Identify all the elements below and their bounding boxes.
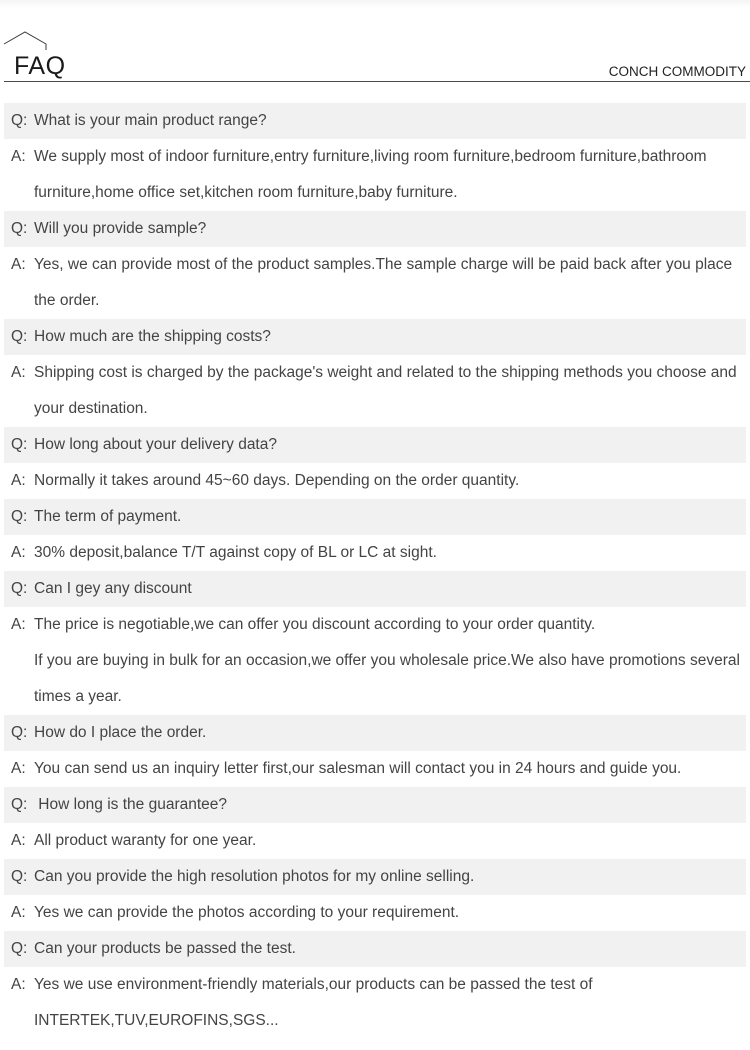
answer-text: Yes, we can provide most of the product samples.The sample charge will be paid back after you place the order. [34,256,733,309]
question-text: Can you provide the high resolution photos for my online selling. [34,868,475,885]
answer-row [4,967,746,1039]
answer-row [4,751,746,787]
question-text: How do I place the order. [34,724,207,741]
question-row [4,859,746,895]
answer-row [4,823,746,859]
question-prefix: Q: [11,940,28,957]
question-row [4,319,746,355]
question-text: What is your main product range? [34,112,267,129]
answer-prefix: A: [11,256,26,273]
answer-text: 30% deposit,balance T/T against copy of BL or LC at sight. [34,544,437,561]
question-text: Will you provide sample? [34,220,207,237]
question-prefix: Q: [11,328,28,345]
answer-row [4,139,746,211]
question-text: How much are the shipping costs? [34,328,271,345]
header [0,0,750,84]
question-text: Can your products be passed the test. [34,940,296,957]
question-text: How long is the guarantee? [34,796,228,813]
answer-text: If you are buying in bulk for an occasion,we offer you wholesale price.We also have promotions several times a year. [34,652,740,705]
answer-row [4,895,746,931]
question-text: Can I gey any discount [34,580,192,597]
question-prefix: Q: [11,868,28,885]
answer-prefix: A: [11,832,26,849]
answer-prefix: A: [11,472,26,489]
answer-text: All product waranty for one year. [34,832,257,849]
question-text: The term of payment. [34,508,182,525]
header-divider [4,81,750,82]
answer-row [4,535,746,571]
question-prefix: Q: [11,436,28,453]
question-row [4,715,746,751]
answer-prefix: A: [11,544,26,561]
answer-text: The price is negotiable,we can offer you discount according to your order quantity. [34,616,596,633]
question-prefix: Q: [11,508,28,525]
question-prefix: Q: [11,220,28,237]
roof-outline-icon [3,30,49,52]
answer-text: Yes we use environment-friendly materials,our products can be passed the test of INTERTEK,TUV,EUROFINS,SGS... [34,976,593,1029]
faq-list [4,103,746,1039]
question-row [4,427,746,463]
question-row [4,103,746,139]
question-row [4,931,746,967]
answer-prefix: A: [11,616,26,633]
answer-text: Shipping cost is charged by the package's weight and related to the shipping methods you choose and your destination. [34,364,737,417]
question-prefix: Q: [11,796,28,813]
answer-prefix: A: [11,148,26,165]
question-prefix: Q: [11,112,28,129]
page-title: FAQ [14,52,66,80]
question-row [4,499,746,535]
answer-text: We supply most of indoor furniture,entry furniture,living room furniture,bedroom furniture,bathroom furniture,home office set,kitchen room furniture,baby furniture. [34,148,707,201]
question-prefix: Q: [11,724,28,741]
question-row [4,787,746,823]
question-text: How long about your delivery data? [34,436,277,453]
answer-prefix: A: [11,364,26,381]
answer-text: Yes we can provide the photos according to your requirement. [34,904,460,921]
question-row [4,571,746,607]
answer-text: Normally it takes around 45~60 days. Depending on the order quantity. [34,472,520,489]
answer-prefix: A: [11,904,26,921]
answer-text: You can send us an inquiry letter first,our salesman will contact you in 24 hours and guide you. [34,760,682,777]
answer-prefix: A: [11,976,26,993]
question-row [4,211,746,247]
question-prefix: Q: [11,580,28,597]
answer-row [4,247,746,319]
answer-row [4,607,746,715]
brand-name: CONCH COMMODITY [608,64,746,79]
answer-row [4,355,746,427]
answer-row [4,463,746,499]
answer-prefix: A: [11,760,26,777]
